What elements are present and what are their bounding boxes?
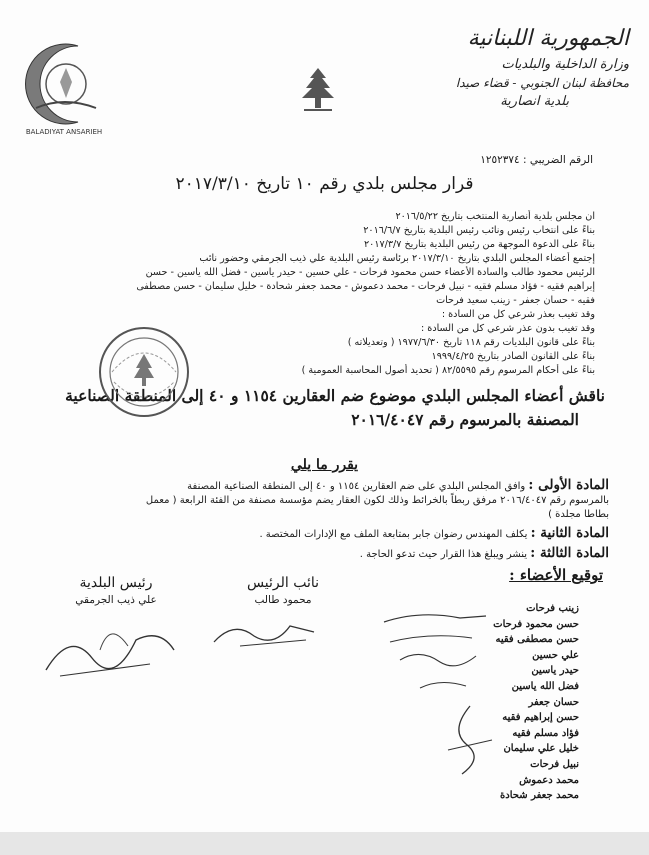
preamble-line: وقد تغيب بدون عذر شرعي كل من السادة :: [421, 323, 595, 334]
member-name: حسان جعفر: [528, 696, 579, 708]
decides-text: يقرر ما يلي: [290, 457, 359, 473]
preamble-line: فقيه - حسان جعفر - زينب سعيد فرحات: [436, 295, 595, 306]
discussion-line-2: المصنفة بالمرسوم رقم ٢٠١٦/٤٠٤٧: [351, 410, 579, 429]
article-2-text: يكلف المهندس رضوان جابر بمتابعة الملف مع الإدارات المختصة .: [259, 529, 528, 540]
preamble-line: بناءً على أحكام المرسوم رقم ٨٢/٥٥٩٥ ( تحديد أصول المحاسبة العمومية ): [301, 365, 595, 376]
member-name: نبيل فرحات: [530, 758, 579, 770]
article-1: [19, 478, 609, 522]
article-3-text: ينشر ويبلغ هذا القرار حيث تدعو الحاجة .: [359, 549, 528, 560]
preamble-line: ان مجلس بلدية أنصارية المنتخب بتاريخ ٢٠١٦/٥/٢٢: [395, 211, 595, 222]
article-2: [19, 526, 609, 542]
member-name: زينب فرحات: [526, 603, 579, 614]
preamble-line: بناءً على انتخاب رئيس ونائب رئيس البلدية بتاريخ ٢٠١٦/٦/٧: [363, 225, 595, 236]
discussion-line-1: ناقش أعضاء المجلس البلدي موضوع ضم العقارين ١١٥٤ و ٤٠ إلى المنطقة الصناعية: [65, 386, 605, 405]
member-name: خليل علي سليمان: [503, 743, 579, 755]
municipality-logo: [16, 38, 112, 138]
preamble-line: إجتمع أعضاء المجلس البلدي بتاريخ ٢٠١٧/٣/١٠ برئاسة رئيس البلدية علي ذيب الجرمقي وحضور نائب: [199, 253, 595, 264]
deputy-signature-block: [228, 574, 338, 608]
tax-number: الرقم الضريبي : ١٢٥٢٣٧٤: [480, 154, 593, 166]
decides-heading: [0, 457, 649, 473]
article-1-text-2: بالمرسوم رقم ٢٠١٦/٤٠٤٧ مرفق ربطاً بالخرائط وذلك لكون العقار يضم مؤسسة مصنفة من الفئة الرابعة ( معمل: [145, 495, 609, 506]
member-name: حسن مصطفى فقيه: [495, 634, 579, 646]
mayor-role: رئيس البلدية: [79, 575, 153, 591]
preamble-line: بناءً على الدعوة الموجهة من رئيس البلدية بتاريخ ٢٠١٧/٣/٧: [364, 239, 595, 250]
preamble-line: الرئيس محمود طالب والسادة الأعضاء حسن محمود فرحات - علي حسين - حيدر ياسين - فضل الله ياسين - حسن: [145, 267, 595, 278]
member-name: حيدر ياسين: [531, 665, 579, 677]
article-3: [19, 546, 609, 562]
article-3-heading: المادة الثالثة :: [530, 545, 609, 561]
preamble-line: بناءً على قانون البلديات رقم ١١٨ تاريخ ١٩٧٧/٦/٣٠ ( وتعديلاته ): [347, 337, 595, 348]
member-name: حسن إبراهيم فقيه: [502, 712, 579, 724]
preamble-line: إبراهيم فقيه - فؤاد مسلم فقيه - نبيل فرحات - محمد دعموش - محمد جعفر شحادة - خليل سليمان - حسن مصطفى: [136, 281, 595, 292]
deputy-name: محمود طالب: [254, 594, 312, 606]
letterhead-municipality: بلدية انصارية: [500, 94, 569, 109]
member-name: فؤاد مسلم فقيه: [512, 727, 579, 739]
mayor-name: علي ذيب الجرمقي: [75, 594, 157, 606]
mayor-signature-block: [56, 574, 176, 608]
preamble-line: بناءً على القانون الصادر بتاريخ ١٩٩٩/٤/٢٥: [431, 351, 595, 362]
members-list: [493, 601, 579, 804]
article-2-heading: المادة الثانية :: [530, 525, 609, 541]
logo-text: BALADIYAT ANSARIEH: [25, 128, 103, 136]
letterhead-ministry: وزارة الداخلية والبلديات: [501, 57, 629, 72]
official-stamp: [96, 324, 192, 420]
viewer-bottom-strip: [0, 832, 649, 855]
member-name: حسن محمود فرحات: [493, 618, 579, 630]
deputy-role: نائب الرئيس: [246, 575, 320, 591]
cedar-emblem: [296, 66, 340, 114]
article-1-heading: المادة الأولى :: [528, 477, 609, 493]
preamble-line: وقد تغيب بعذر شرعي كل من السادة :: [441, 309, 595, 320]
member-name: علي حسين: [532, 649, 579, 661]
member-name: محمد دعموش: [519, 774, 579, 786]
letterhead: [379, 24, 629, 112]
member-name: محمد جعفر شحادة: [500, 790, 579, 802]
article-1-text: وافق المجلس البلدي على ضم العقارين ١١٥٤ و ٤٠ إلى المنطقة الصناعية المصنفة: [187, 481, 526, 492]
article-1-text-3: بطاطا مجلدة ): [548, 509, 609, 520]
signatures-title: توقيع الأعضاء :: [509, 566, 603, 584]
letterhead-governorate: محافظة لبنان الجنوبي - قضاء صيدا: [455, 76, 629, 90]
decision-title: قرار مجلس بلدي رقم ١٠ تاريخ ٢٠١٧/٣/١٠: [175, 174, 474, 194]
member-name: فضل الله ياسين: [511, 680, 579, 692]
letterhead-republic: الجمهورية اللبنانية: [467, 26, 629, 51]
